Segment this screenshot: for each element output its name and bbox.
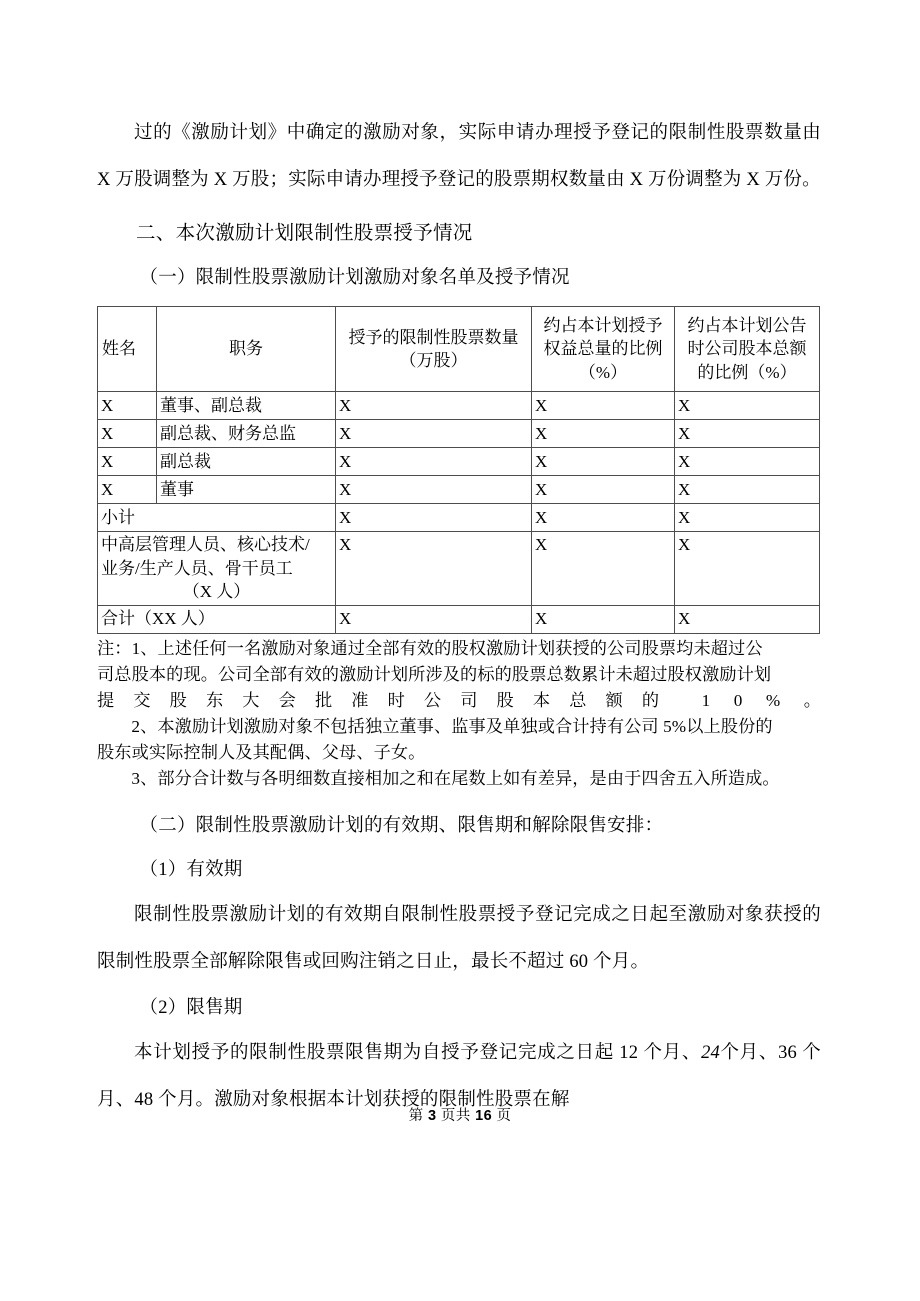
cell-percent-capital: X xyxy=(675,605,820,633)
cell-percent-plan: X xyxy=(532,504,675,532)
cell-percent-plan: X xyxy=(532,392,675,420)
cell-percent-capital: X xyxy=(675,392,820,420)
note-3: 3、部分合计数与各明细数直接相加之和在尾数上如有差异，是由于四舍五入所造成。 xyxy=(131,768,780,788)
footer-total-pages: 16 xyxy=(475,1108,493,1124)
footer-middle: 页共 xyxy=(440,1108,471,1124)
note-2-line-1: 2、本激励计划激励对象不包括独立董事、监事及单独或合计持有公司 5%以上股份的 xyxy=(131,716,773,736)
header-pct2-line1: 约占本计划公告 xyxy=(687,315,807,335)
header-pct1-line1: 约占本计划授予 xyxy=(543,315,663,335)
header-cell-name: 姓名 xyxy=(98,307,157,392)
header-quantity-line1: 授予的限制性股票数量 xyxy=(348,327,519,347)
table-row xyxy=(98,392,820,420)
paragraph-intro: 过的《激励计划》中确定的激励对象，实际申请办理授予登记的限制性股票数量由 X 万股调整为 X 万股；实际申请办理授予登记的股票期权数量由 X 万份调整为 X 万份。 xyxy=(97,123,821,190)
footer-prefix: 第 xyxy=(408,1108,424,1124)
header-cell-percent-of-plan xyxy=(532,307,675,392)
cell-name: X xyxy=(98,420,157,448)
header-pct1-line3: （%） xyxy=(578,362,628,382)
lockup-text-part1: 本计划授予的限制性股票限售期为自授予登记完成之日起 12 个月、 xyxy=(134,1042,702,1063)
header-pct2-line2: 时公司股本总额 xyxy=(687,339,807,359)
cell-title: 副总裁、财务总监 xyxy=(157,420,336,448)
cell-percent-plan: X xyxy=(532,532,675,606)
table-row xyxy=(98,476,820,504)
cell-title: 董事、副总裁 xyxy=(157,392,336,420)
table-row xyxy=(98,420,820,448)
table-row-group xyxy=(98,532,820,606)
footer-suffix: 页 xyxy=(496,1108,512,1124)
spacer xyxy=(97,792,821,804)
cell-name: X xyxy=(98,392,157,420)
cell-quantity: X xyxy=(336,420,532,448)
table-row xyxy=(98,448,820,476)
note-1-line-3: 提交股东大会批准时公司股本总额的 1 0 % 。 xyxy=(97,690,821,710)
cell-quantity: X xyxy=(336,392,532,420)
heading-item-validity-period: （1）有效期 xyxy=(139,859,243,880)
cell-group-label xyxy=(98,532,336,606)
cell-percent-capital: X xyxy=(675,504,820,532)
cell-percent-plan: X xyxy=(532,605,675,633)
table-notes xyxy=(97,636,821,792)
paragraph-validity-period: 限制性股票激励计划的有效期自限制性股票授予登记完成之日起至激励对象获授的限制性股票全部解除限售或回购注销之日止，最长不超过 60 个月。 xyxy=(97,904,821,972)
note-2-line-2: 股东或实际控制人及其配偶、父母、子女。 xyxy=(97,742,426,762)
table-row-total xyxy=(98,605,820,633)
cell-title: 董事 xyxy=(157,476,336,504)
header-pct2-line3: 的比例（%） xyxy=(697,362,797,382)
heading-subsection-two: （二）限制性股票激励计划的有效期、限售期和解除限售安排： xyxy=(139,815,664,836)
header-quantity-line2: （万股） xyxy=(399,351,468,370)
lockup-text-part2: 个月、36 个月、48 个月。激励对象根据本计划获授的限制性股票在解 xyxy=(97,1042,821,1110)
note-1-line-1: 注：1、上述任何一名激励对象通过全部有效的股权激励计划获授的公司股票均未超过公 xyxy=(97,638,763,658)
cell-name: X xyxy=(98,448,157,476)
cell-subtotal-label: 小计 xyxy=(98,504,336,532)
group-label-line2: 业务/生产人员、骨干员工 xyxy=(101,558,293,578)
cell-quantity: X xyxy=(336,476,532,504)
cell-quantity: X xyxy=(336,605,532,633)
table-body xyxy=(98,392,820,634)
cell-title: 副总裁 xyxy=(157,448,336,476)
heading-item-lockup-period: （2）限售期 xyxy=(139,997,243,1018)
header-pct1-line2: 权益总量的比例 xyxy=(543,339,663,359)
table-header-row xyxy=(98,307,820,392)
group-label-line3: （X 人） xyxy=(182,582,251,601)
cell-percent-plan: X xyxy=(532,448,675,476)
header-cell-title: 职务 xyxy=(157,307,336,392)
cell-percent-plan: X xyxy=(532,476,675,504)
header-cell-quantity xyxy=(336,307,532,392)
page-content xyxy=(97,0,821,1124)
cell-percent-capital: X xyxy=(675,448,820,476)
cell-quantity: X xyxy=(336,532,532,606)
grant-table xyxy=(97,306,820,634)
page-footer xyxy=(0,1104,920,1125)
group-label-line1: 中高层管理人员、核心技术/ xyxy=(101,535,310,554)
cell-percent-capital: X xyxy=(675,532,820,606)
cell-quantity: X xyxy=(336,504,532,532)
header-cell-percent-of-capital xyxy=(675,307,820,392)
cell-name: X xyxy=(98,476,157,504)
heading-section-two: 二、本次激励计划限制性股票授予情况 xyxy=(136,223,473,244)
lockup-text-italic-months: 24 xyxy=(701,1042,720,1063)
cell-percent-capital: X xyxy=(675,420,820,448)
footer-page-number: 3 xyxy=(427,1108,437,1124)
table-row-subtotal xyxy=(98,504,820,532)
cell-quantity: X xyxy=(336,448,532,476)
cell-percent-plan: X xyxy=(532,420,675,448)
cell-percent-capital: X xyxy=(675,476,820,504)
cell-total-label: 合计（XX 人） xyxy=(98,605,336,633)
table-header xyxy=(98,307,820,392)
heading-subsection-one: （一）限制性股票激励计划激励对象名单及授予情况 xyxy=(139,268,570,288)
note-1-line-2: 司总股本的现。公司全部有效的激励计划所涉及的标的股票总数累计未超过股权激励计划 xyxy=(97,664,772,684)
